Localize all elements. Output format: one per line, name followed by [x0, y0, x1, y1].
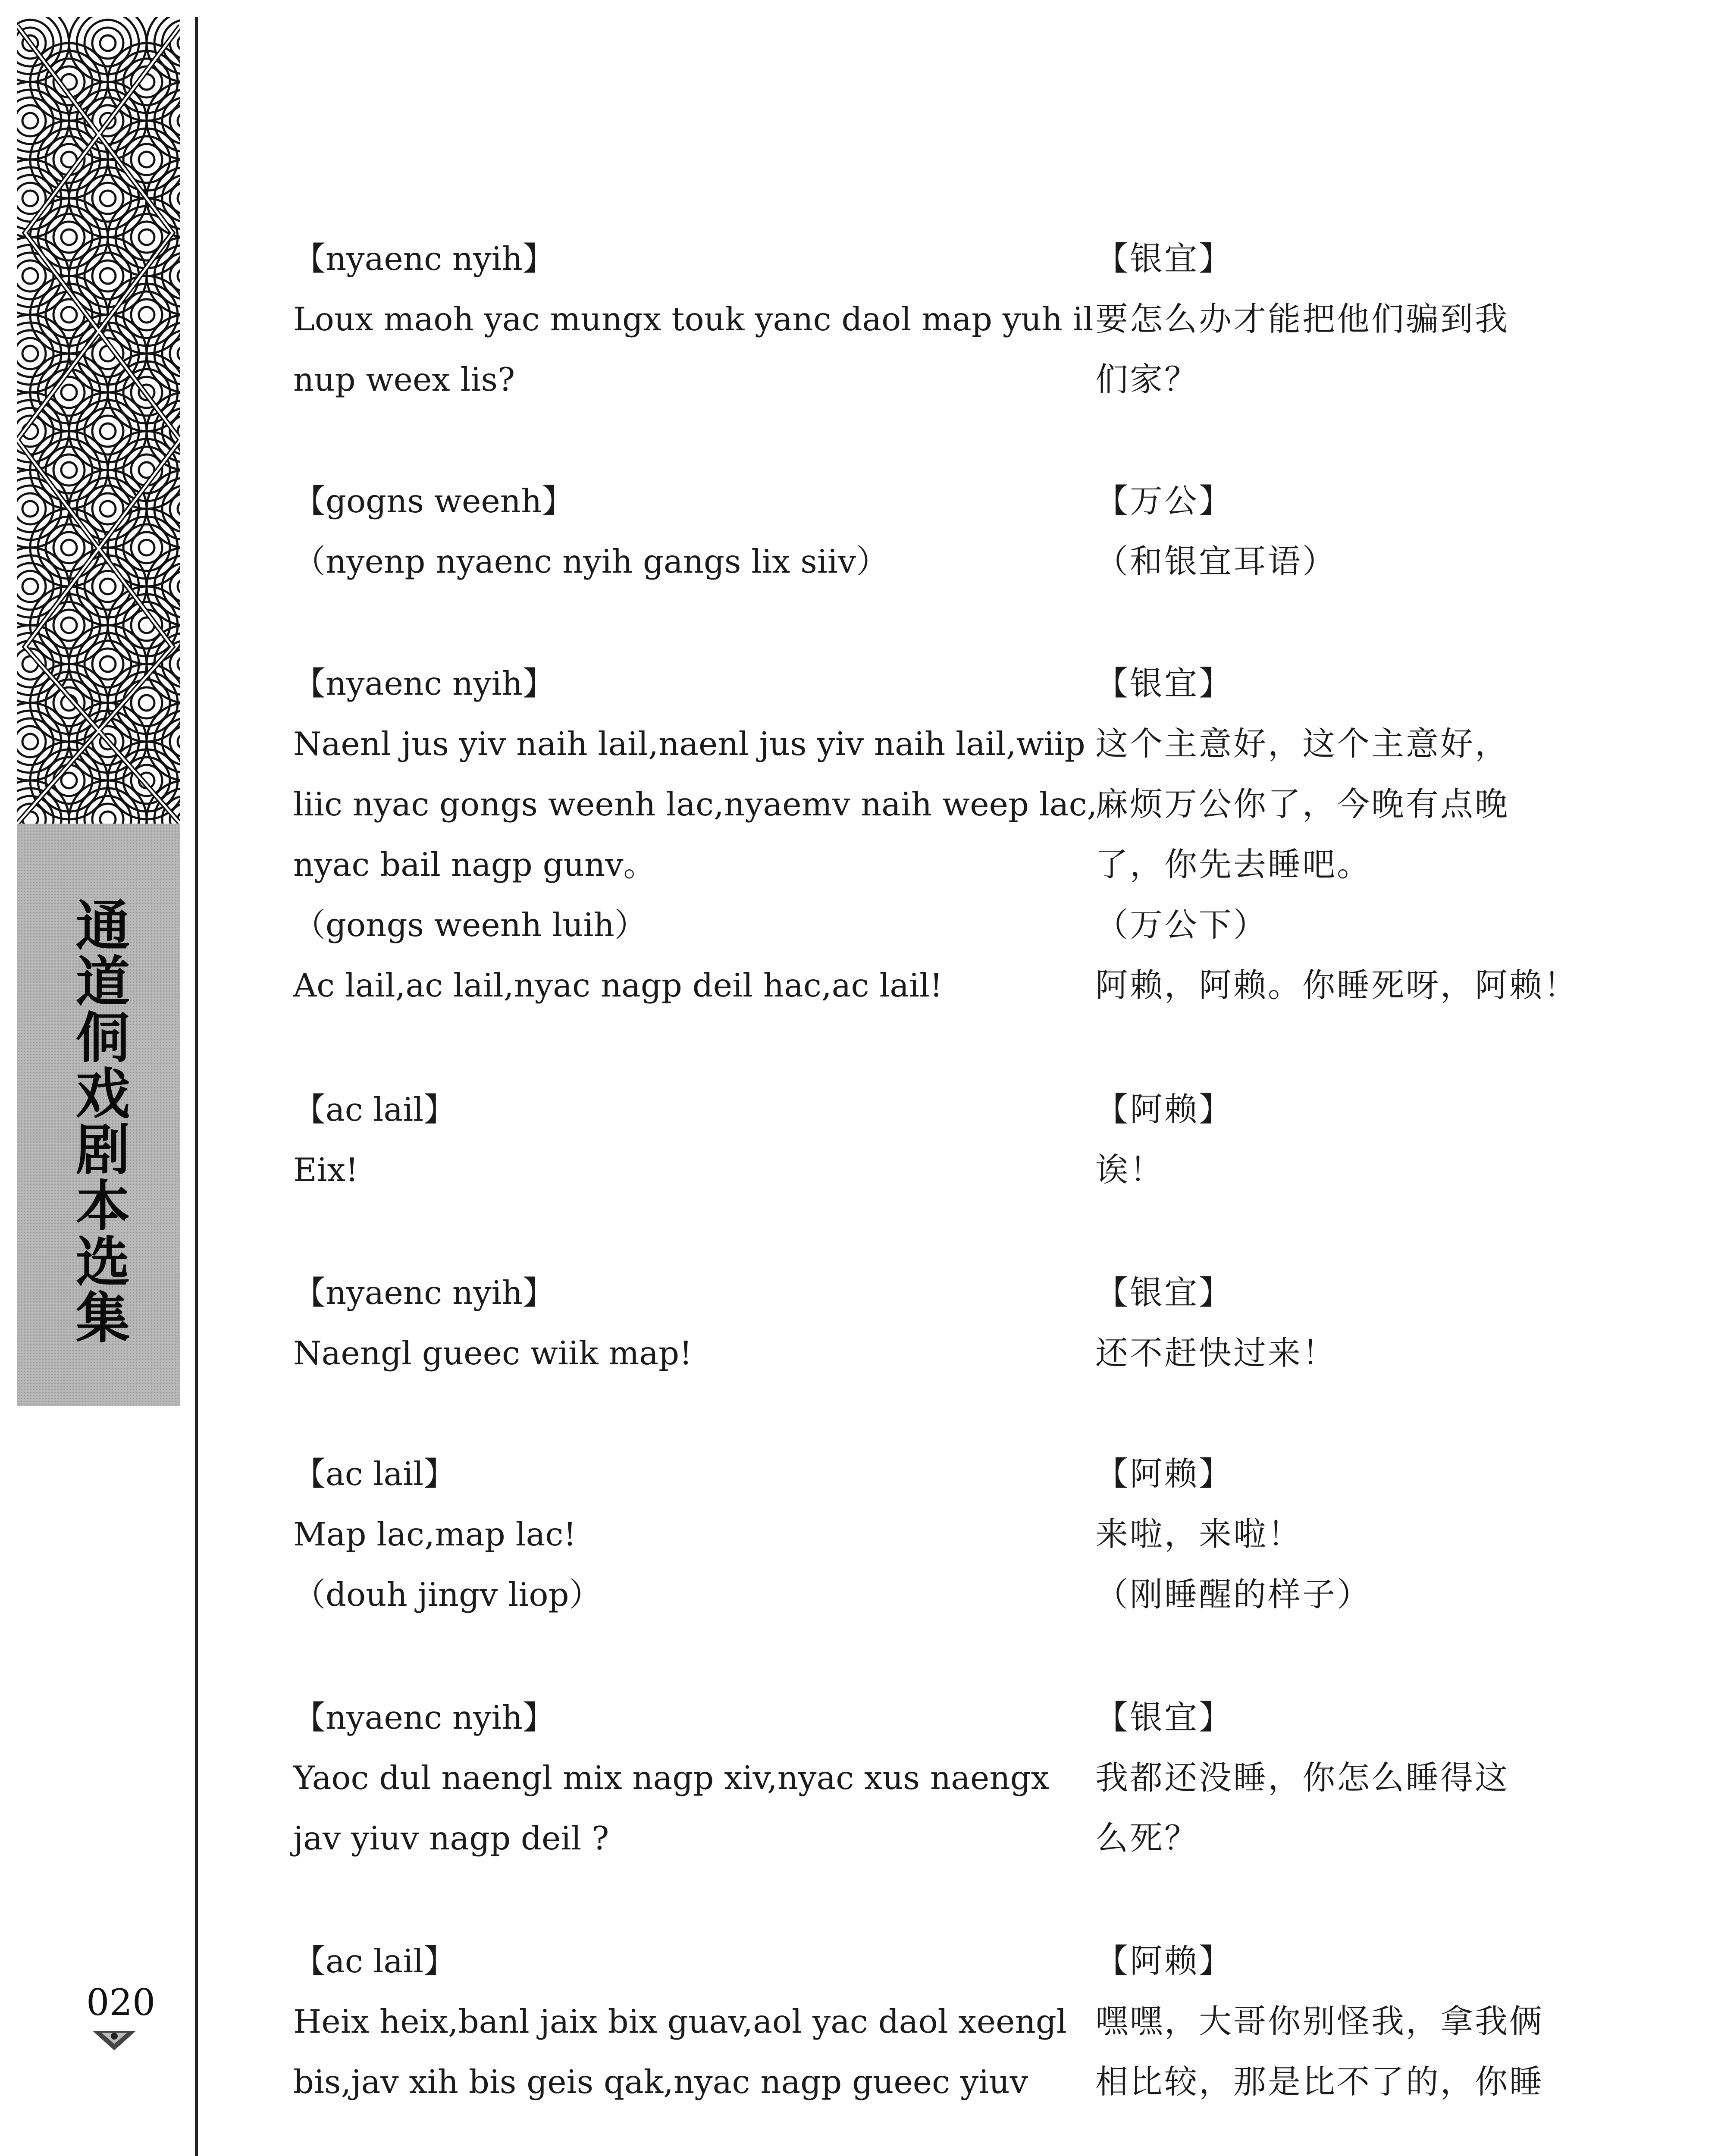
- text-line: 了，你先去睡吧。: [1095, 845, 1371, 884]
- text-line: 我都还没睡，你怎么睡得这: [1095, 1758, 1509, 1797]
- side-title: 通道侗戏剧本选集: [67, 897, 131, 1345]
- chinese-text: [1095, 471, 1587, 592]
- stage-direction: （nyenp nyaenc nyih gangs lix siiv）: [293, 542, 889, 580]
- text-line: Naenl jus yiv naih lail,naenl jus yiv naih lail,wiip: [293, 725, 1085, 763]
- dong-text: [293, 1444, 1044, 1625]
- speaker-dong: 【nyaenc nyih】: [293, 664, 555, 702]
- text-line: 来啦，来啦！: [1095, 1515, 1302, 1553]
- speaker-zh: 【阿赖】: [1095, 1454, 1233, 1493]
- dong-text: [293, 1931, 1067, 2112]
- text-line: jav yiuv nagp deil ?: [293, 1819, 609, 1857]
- text-line: 们家？: [1095, 360, 1199, 398]
- stage-direction: （和银宜耳语）: [1095, 542, 1337, 580]
- text-line: Heix heix,banl jaix bix guav,aol yac daol xeengl: [293, 2002, 1067, 2040]
- chinese-text: [1095, 1079, 1587, 1200]
- text-line: 么死？: [1095, 1819, 1199, 1857]
- text-line: 阿赖，阿赖。你睡死呀，阿赖！: [1095, 966, 1578, 1004]
- speaker-dong: 【ac lail】: [293, 1942, 456, 1980]
- chinese-text: [1095, 1931, 1587, 2112]
- stage-direction: （gongs weenh luih）: [293, 906, 647, 944]
- text-line: 嘿嘿，大哥你别怪我，拿我俩: [1095, 2002, 1544, 2040]
- chinese-text: [1095, 229, 1587, 410]
- stage-direction: （douh jingv liop）: [293, 1576, 602, 1614]
- text-line: Map lac,map lac!: [293, 1515, 577, 1553]
- speaker-dong: 【ac lail】: [293, 1091, 456, 1128]
- decorative-cloud-pattern: [17, 17, 180, 824]
- text-line: Naengl gueec wiik map!: [293, 1334, 693, 1372]
- speaker-zh: 【银宜】: [1095, 1273, 1233, 1312]
- speaker-dong: 【gogns weenh】: [293, 482, 574, 520]
- text-line: 诶！: [1095, 1150, 1164, 1189]
- stage-direction: （万公下）: [1095, 906, 1268, 944]
- speaker-dong: 【nyaenc nyih】: [293, 240, 555, 278]
- text-line: 还不赶快过来！: [1095, 1334, 1337, 1372]
- speaker-zh: 【银宜】: [1095, 239, 1233, 278]
- page-ornament-icon: [88, 2027, 140, 2054]
- text-line: nyac bail nagp gunv。: [293, 846, 656, 884]
- dong-text: [293, 471, 1044, 592]
- speaker-zh: 【阿赖】: [1095, 1942, 1233, 1980]
- stage-direction: （刚睡醒的样子）: [1095, 1575, 1371, 1614]
- speaker-zh: 【万公】: [1095, 482, 1233, 520]
- text-line: bis,jav xih bis geis qak,nyac nagp gueec yiuv: [293, 2063, 1028, 2101]
- text-line: 麻烦万公你了，今晚有点晚: [1095, 785, 1509, 823]
- page-number: 020: [86, 1981, 156, 2024]
- speaker-zh: 【银宜】: [1095, 664, 1233, 702]
- dong-text: [293, 1263, 1044, 1383]
- text-line: Ac lail,ac lail,nyac nagp deil hac,ac lail!: [293, 966, 943, 1004]
- speaker-dong: 【nyaenc nyih】: [293, 1698, 555, 1736]
- text-line: Eix!: [293, 1151, 359, 1189]
- speaker-zh: 【阿赖】: [1095, 1090, 1233, 1128]
- text-line: 这个主意好，这个主意好，: [1095, 724, 1509, 763]
- text-line: Loux maoh yac mungx touk yanc daol map yuh il: [293, 300, 1094, 338]
- chinese-text: [1095, 1263, 1587, 1383]
- dong-text: [293, 653, 1097, 1015]
- margin-rule: [195, 17, 198, 2156]
- text-line: liic nyac gongs weenh lac,nyaemv naih weep lac,: [293, 785, 1097, 823]
- chinese-text: [1095, 1687, 1587, 1868]
- chinese-text: [1095, 1444, 1587, 1625]
- text-line: 相比较，那是比不了的，你睡: [1095, 2062, 1544, 2101]
- chinese-text: [1095, 653, 1587, 1015]
- dong-text: [293, 1079, 1044, 1200]
- speaker-zh: 【银宜】: [1095, 1698, 1233, 1736]
- dong-text: [293, 229, 1094, 410]
- dong-text: [293, 1687, 1049, 1868]
- speaker-dong: 【ac lail】: [293, 1455, 456, 1493]
- text-line: Yaoc dul naengl mix nagp xiv,nyac xus naengx: [293, 1759, 1049, 1797]
- text-line: 要怎么办才能把他们骗到我: [1095, 300, 1509, 338]
- text-line: nup weex lis?: [293, 360, 515, 398]
- speaker-dong: 【nyaenc nyih】: [293, 1274, 555, 1312]
